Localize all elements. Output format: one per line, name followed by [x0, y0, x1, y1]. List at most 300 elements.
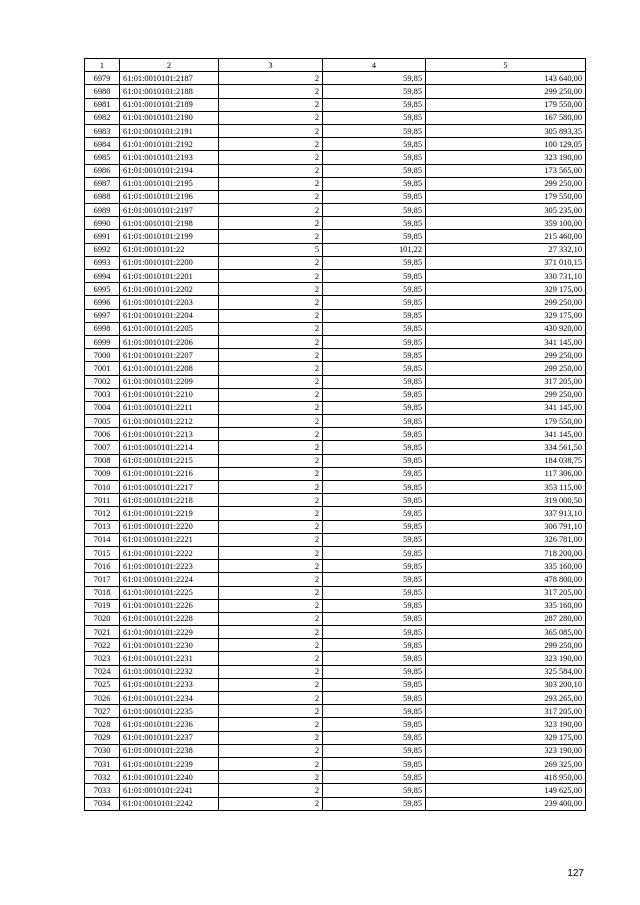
value-cell: 59,85	[323, 138, 426, 151]
group-cell: 2	[219, 230, 323, 243]
value-cell: 59,85	[323, 481, 426, 494]
cadastral-number-cell: 61:01:0010101:2195	[120, 177, 219, 190]
row-number-cell: 6988	[85, 190, 120, 203]
group-cell: 2	[219, 190, 323, 203]
group-cell: 5	[219, 243, 323, 256]
row-number-cell: 7013	[85, 520, 120, 533]
cadastral-number-cell: 61:01:0010101:2225	[120, 586, 219, 599]
value-cell: 59,85	[323, 72, 426, 85]
group-cell: 2	[219, 771, 323, 784]
cadastral-number-cell: 61:01:0010101:2187	[120, 72, 219, 85]
amount-cell: 179 550,00	[426, 98, 586, 111]
amount-cell: 430 920,00	[426, 322, 586, 335]
value-cell: 59,85	[323, 520, 426, 533]
row-number-cell: 7006	[85, 428, 120, 441]
table-row	[85, 731, 586, 744]
table-row	[85, 546, 586, 559]
cadastral-number-cell: 61:01:0010101:2240	[120, 771, 219, 784]
group-cell: 2	[219, 270, 323, 283]
row-number-cell: 6989	[85, 204, 120, 217]
value-cell: 59,85	[323, 190, 426, 203]
column-header-1: 1	[85, 59, 120, 72]
amount-cell: 718 200,00	[426, 546, 586, 559]
value-cell: 59,85	[323, 375, 426, 388]
group-cell: 2	[219, 454, 323, 467]
table-row	[85, 296, 586, 309]
registry-table	[84, 58, 586, 811]
row-number-cell: 7015	[85, 546, 120, 559]
group-cell: 2	[219, 546, 323, 559]
row-number-cell: 7009	[85, 467, 120, 480]
row-number-cell: 7003	[85, 388, 120, 401]
cadastral-number-cell: 61:01:0010101:2206	[120, 335, 219, 348]
table-header-row	[85, 59, 586, 72]
value-cell: 59,85	[323, 586, 426, 599]
row-number-cell: 7011	[85, 494, 120, 507]
table-row	[85, 349, 586, 362]
row-number-cell: 7020	[85, 612, 120, 625]
group-cell: 2	[219, 164, 323, 177]
row-number-cell: 7017	[85, 573, 120, 586]
amount-cell: 299 250,00	[426, 388, 586, 401]
value-cell: 59,85	[323, 705, 426, 718]
cadastral-number-cell: 61:01:0010101:2219	[120, 507, 219, 520]
amount-cell: 269 325,00	[426, 757, 586, 770]
table-row	[85, 72, 586, 85]
value-cell: 59,85	[323, 731, 426, 744]
table-row	[85, 744, 586, 757]
table-row	[85, 428, 586, 441]
column-header-5: 5	[426, 59, 586, 72]
group-cell: 2	[219, 744, 323, 757]
row-number-cell: 6979	[85, 72, 120, 85]
cadastral-number-cell: 61:01:0010101:2230	[120, 639, 219, 652]
table-row	[85, 784, 586, 797]
cadastral-number-cell: 61:01:0010101:2239	[120, 757, 219, 770]
table-row	[85, 467, 586, 480]
table-row	[85, 678, 586, 691]
group-cell: 2	[219, 256, 323, 269]
amount-cell: 305 893,35	[426, 124, 586, 137]
row-number-cell: 6981	[85, 98, 120, 111]
cadastral-number-cell: 61:01:0010101:2213	[120, 428, 219, 441]
amount-cell: 326 781,00	[426, 533, 586, 546]
value-cell: 59,85	[323, 692, 426, 705]
amount-cell: 329 175,00	[426, 731, 586, 744]
amount-cell: 329 175,00	[426, 309, 586, 322]
table-row	[85, 639, 586, 652]
table-row	[85, 520, 586, 533]
group-cell: 2	[219, 362, 323, 375]
amount-cell: 215 460,00	[426, 230, 586, 243]
value-cell: 59,85	[323, 467, 426, 480]
amount-cell: 341 145,00	[426, 401, 586, 414]
cadastral-number-cell: 61:01:0010101:2202	[120, 283, 219, 296]
amount-cell: 117 306,00	[426, 467, 586, 480]
value-cell: 59,85	[323, 230, 426, 243]
table-row	[85, 481, 586, 494]
amount-cell: 299 250,00	[426, 296, 586, 309]
value-cell: 59,85	[323, 151, 426, 164]
group-cell: 2	[219, 599, 323, 612]
row-number-cell: 7005	[85, 415, 120, 428]
amount-cell: 418 950,00	[426, 771, 586, 784]
row-number-cell: 6996	[85, 296, 120, 309]
value-cell: 59,85	[323, 111, 426, 124]
table-row	[85, 705, 586, 718]
table-row	[85, 217, 586, 230]
row-number-cell: 6983	[85, 124, 120, 137]
group-cell: 2	[219, 204, 323, 217]
value-cell: 59,85	[323, 626, 426, 639]
cadastral-number-cell: 61:01:0010101:2191	[120, 124, 219, 137]
value-cell: 59,85	[323, 309, 426, 322]
amount-cell: 371 010,15	[426, 256, 586, 269]
cadastral-number-cell: 61:01:0010101:2209	[120, 375, 219, 388]
table-row	[85, 256, 586, 269]
value-cell: 59,85	[323, 744, 426, 757]
group-cell: 2	[219, 111, 323, 124]
table-row	[85, 507, 586, 520]
table-row	[85, 573, 586, 586]
group-cell: 2	[219, 98, 323, 111]
table-row	[85, 692, 586, 705]
table-row	[85, 335, 586, 348]
amount-cell: 335 160,00	[426, 560, 586, 573]
group-cell: 2	[219, 652, 323, 665]
value-cell: 59,85	[323, 573, 426, 586]
value-cell: 59,85	[323, 494, 426, 507]
amount-cell: 323 190,00	[426, 718, 586, 731]
row-number-cell: 7025	[85, 678, 120, 691]
group-cell: 2	[219, 217, 323, 230]
amount-cell: 299 250,00	[426, 177, 586, 190]
amount-cell: 287 280,00	[426, 612, 586, 625]
group-cell: 2	[219, 322, 323, 335]
value-cell: 59,85	[323, 256, 426, 269]
value-cell: 59,85	[323, 401, 426, 414]
row-number-cell: 7021	[85, 626, 120, 639]
table-row	[85, 309, 586, 322]
row-number-cell: 7004	[85, 401, 120, 414]
value-cell: 59,85	[323, 349, 426, 362]
amount-cell: 305 235,00	[426, 204, 586, 217]
cadastral-number-cell: 61:01:0010101:2233	[120, 678, 219, 691]
amount-cell: 341 145,00	[426, 335, 586, 348]
value-cell: 59,85	[323, 771, 426, 784]
table-row	[85, 586, 586, 599]
cadastral-number-cell: 61:01:0010101:2228	[120, 612, 219, 625]
amount-cell: 323 190,00	[426, 744, 586, 757]
row-number-cell: 6984	[85, 138, 120, 151]
table-row	[85, 771, 586, 784]
group-cell: 2	[219, 85, 323, 98]
group-cell: 2	[219, 428, 323, 441]
amount-cell: 323 190,00	[426, 652, 586, 665]
table-row	[85, 177, 586, 190]
group-cell: 2	[219, 533, 323, 546]
cadastral-number-cell: 61:01:0010101:2207	[120, 349, 219, 362]
cadastral-number-cell: 61:01:0010101:2193	[120, 151, 219, 164]
group-cell: 2	[219, 481, 323, 494]
cadastral-number-cell: 61:01:0010101:2201	[120, 270, 219, 283]
group-cell: 2	[219, 665, 323, 678]
amount-cell: 299 250,00	[426, 349, 586, 362]
amount-cell: 184 038,75	[426, 454, 586, 467]
group-cell: 2	[219, 177, 323, 190]
amount-cell: 329 175,00	[426, 283, 586, 296]
group-cell: 2	[219, 296, 323, 309]
group-cell: 2	[219, 639, 323, 652]
value-cell: 59,85	[323, 533, 426, 546]
table-row	[85, 111, 586, 124]
table-row	[85, 283, 586, 296]
amount-cell: 143 640,00	[426, 72, 586, 85]
row-number-cell: 7008	[85, 454, 120, 467]
cadastral-number-cell: 61:01:0010101:2205	[120, 322, 219, 335]
table-row	[85, 718, 586, 731]
table-row	[85, 533, 586, 546]
amount-cell: 179 550,00	[426, 190, 586, 203]
amount-cell: 293 265,00	[426, 692, 586, 705]
cadastral-number-cell: 61:01:0010101:2238	[120, 744, 219, 757]
row-number-cell: 7023	[85, 652, 120, 665]
row-number-cell: 7026	[85, 692, 120, 705]
row-number-cell: 7018	[85, 586, 120, 599]
group-cell: 2	[219, 560, 323, 573]
row-number-cell: 7016	[85, 560, 120, 573]
amount-cell: 179 550,00	[426, 415, 586, 428]
cadastral-number-cell: 61:01:0010101:2188	[120, 85, 219, 98]
cadastral-number-cell: 61:01:0010101:2197	[120, 204, 219, 217]
group-cell: 2	[219, 573, 323, 586]
table-row	[85, 401, 586, 414]
cadastral-number-cell: 61:01:0010101:2211	[120, 401, 219, 414]
row-number-cell: 6987	[85, 177, 120, 190]
value-cell: 59,85	[323, 217, 426, 230]
row-number-cell: 6994	[85, 270, 120, 283]
value-cell: 59,85	[323, 85, 426, 98]
row-number-cell: 7033	[85, 784, 120, 797]
table-row	[85, 204, 586, 217]
value-cell: 59,85	[323, 124, 426, 137]
amount-cell: 337 913,10	[426, 507, 586, 520]
cadastral-number-cell: 61:01:0010101:2226	[120, 599, 219, 612]
cadastral-number-cell: 61:01:0010101:2236	[120, 718, 219, 731]
group-cell: 2	[219, 520, 323, 533]
value-cell: 59,85	[323, 415, 426, 428]
amount-cell: 239 400,00	[426, 797, 586, 810]
group-cell: 2	[219, 388, 323, 401]
cadastral-number-cell: 61:01:0010101:2218	[120, 494, 219, 507]
cadastral-number-cell: 61:01:0010101:2190	[120, 111, 219, 124]
cadastral-number-cell: 61:01:0010101:2242	[120, 797, 219, 810]
cadastral-number-cell: 61:01:0010101:2208	[120, 362, 219, 375]
value-cell: 59,85	[323, 335, 426, 348]
value-cell: 59,85	[323, 441, 426, 454]
value-cell: 59,85	[323, 177, 426, 190]
value-cell: 59,85	[323, 784, 426, 797]
cadastral-number-cell: 61:01:0010101:2231	[120, 652, 219, 665]
group-cell: 2	[219, 612, 323, 625]
group-cell: 2	[219, 494, 323, 507]
amount-cell: 299 250,00	[426, 362, 586, 375]
group-cell: 2	[219, 757, 323, 770]
table-body	[85, 72, 586, 811]
cadastral-number-cell: 61:01:0010101:2241	[120, 784, 219, 797]
amount-cell: 319 000,50	[426, 494, 586, 507]
row-number-cell: 6991	[85, 230, 120, 243]
row-number-cell: 6990	[85, 217, 120, 230]
row-number-cell: 7032	[85, 771, 120, 784]
cadastral-number-cell: 61:01:0010101:2212	[120, 415, 219, 428]
amount-cell: 359 100,00	[426, 217, 586, 230]
table-row	[85, 243, 586, 256]
cadastral-number-cell: 61:01:0010101:2232	[120, 665, 219, 678]
table-row	[85, 322, 586, 335]
group-cell: 2	[219, 309, 323, 322]
amount-cell: 365 085,00	[426, 626, 586, 639]
table-row	[85, 757, 586, 770]
cadastral-number-cell: 61:01:0010101:2214	[120, 441, 219, 454]
cadastral-number-cell: 61:01:0010101:2189	[120, 98, 219, 111]
cadastral-number-cell: 61:01:0010101:2194	[120, 164, 219, 177]
row-number-cell: 7012	[85, 507, 120, 520]
group-cell: 2	[219, 415, 323, 428]
row-number-cell: 6980	[85, 85, 120, 98]
group-cell: 2	[219, 678, 323, 691]
row-number-cell: 7028	[85, 718, 120, 731]
amount-cell: 317 205,00	[426, 705, 586, 718]
table-row	[85, 454, 586, 467]
amount-cell: 323 190,00	[426, 151, 586, 164]
value-cell: 59,85	[323, 797, 426, 810]
amount-cell: 299 250,00	[426, 85, 586, 98]
group-cell: 2	[219, 784, 323, 797]
amount-cell: 303 200,10	[426, 678, 586, 691]
row-number-cell: 7001	[85, 362, 120, 375]
value-cell: 59,85	[323, 388, 426, 401]
table-row	[85, 797, 586, 810]
cadastral-number-cell: 61:01:0010101:2192	[120, 138, 219, 151]
value-cell: 59,85	[323, 718, 426, 731]
group-cell: 2	[219, 138, 323, 151]
row-number-cell: 6998	[85, 322, 120, 335]
group-cell: 2	[219, 401, 323, 414]
row-number-cell: 7019	[85, 599, 120, 612]
row-number-cell: 6982	[85, 111, 120, 124]
cadastral-number-cell: 61:01:0010101:2210	[120, 388, 219, 401]
table-row	[85, 560, 586, 573]
table-row	[85, 375, 586, 388]
amount-cell: 334 561,50	[426, 441, 586, 454]
group-cell: 2	[219, 441, 323, 454]
cadastral-number-cell: 61:01:0010101:2217	[120, 481, 219, 494]
table-row	[85, 85, 586, 98]
value-cell: 59,85	[323, 454, 426, 467]
page-number: 127	[567, 868, 584, 879]
row-number-cell: 6993	[85, 256, 120, 269]
amount-cell: 325 584,00	[426, 665, 586, 678]
value-cell: 59,85	[323, 204, 426, 217]
cadastral-number-cell: 61:01:0010101:2204	[120, 309, 219, 322]
value-cell: 59,85	[323, 560, 426, 573]
table-row	[85, 138, 586, 151]
row-number-cell: 7030	[85, 744, 120, 757]
value-cell: 101,22	[323, 243, 426, 256]
group-cell: 2	[219, 335, 323, 348]
row-number-cell: 7024	[85, 665, 120, 678]
cadastral-number-cell: 61:01:0010101:2198	[120, 217, 219, 230]
amount-cell: 173 565,00	[426, 164, 586, 177]
value-cell: 59,85	[323, 665, 426, 678]
cadastral-number-cell: 61:01:0010101:2235	[120, 705, 219, 718]
amount-cell: 27 332,10	[426, 243, 586, 256]
row-number-cell: 7000	[85, 349, 120, 362]
column-header-4: 4	[323, 59, 426, 72]
cadastral-number-cell: 61:01:0010101:2200	[120, 256, 219, 269]
group-cell: 2	[219, 586, 323, 599]
group-cell: 2	[219, 375, 323, 388]
table-row	[85, 124, 586, 137]
table-row	[85, 665, 586, 678]
row-number-cell: 7034	[85, 797, 120, 810]
amount-cell: 167 580,00	[426, 111, 586, 124]
cadastral-number-cell: 61:01:0010101:2196	[120, 190, 219, 203]
row-number-cell: 7029	[85, 731, 120, 744]
cadastral-number-cell: 61:01:0010101:2203	[120, 296, 219, 309]
group-cell: 2	[219, 718, 323, 731]
row-number-cell: 7031	[85, 757, 120, 770]
amount-cell: 317 205,00	[426, 375, 586, 388]
row-number-cell: 6986	[85, 164, 120, 177]
value-cell: 59,85	[323, 98, 426, 111]
value-cell: 59,85	[323, 599, 426, 612]
value-cell: 59,85	[323, 270, 426, 283]
cadastral-number-cell: 61:01:0010101:2224	[120, 573, 219, 586]
group-cell: 2	[219, 692, 323, 705]
table-row	[85, 599, 586, 612]
amount-cell: 100 129,05	[426, 138, 586, 151]
row-number-cell: 6999	[85, 335, 120, 348]
row-number-cell: 7014	[85, 533, 120, 546]
column-header-3: 3	[219, 59, 323, 72]
group-cell: 2	[219, 124, 323, 137]
row-number-cell: 7010	[85, 481, 120, 494]
cadastral-number-cell: 61:01:0010101:2229	[120, 626, 219, 639]
cadastral-number-cell: 61:01:0010101:2220	[120, 520, 219, 533]
group-cell: 2	[219, 349, 323, 362]
value-cell: 59,85	[323, 283, 426, 296]
table-row	[85, 98, 586, 111]
value-cell: 59,85	[323, 296, 426, 309]
cadastral-number-cell: 61:01:0010101:22	[120, 243, 219, 256]
value-cell: 59,85	[323, 639, 426, 652]
value-cell: 59,85	[323, 757, 426, 770]
value-cell: 59,85	[323, 428, 426, 441]
row-number-cell: 7027	[85, 705, 120, 718]
group-cell: 2	[219, 467, 323, 480]
table-row	[85, 388, 586, 401]
cadastral-number-cell: 61:01:0010101:2199	[120, 230, 219, 243]
row-number-cell: 6997	[85, 309, 120, 322]
cadastral-number-cell: 61:01:0010101:2216	[120, 467, 219, 480]
cadastral-number-cell: 61:01:0010101:2221	[120, 533, 219, 546]
table-row	[85, 190, 586, 203]
amount-cell: 317 205,00	[426, 586, 586, 599]
value-cell: 59,85	[323, 652, 426, 665]
value-cell: 59,85	[323, 507, 426, 520]
